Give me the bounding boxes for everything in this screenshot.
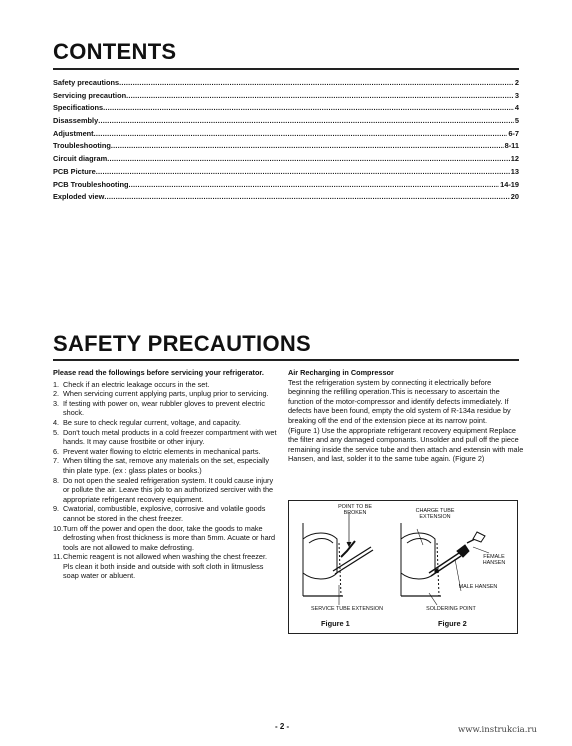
- figure2-drawing: [401, 523, 489, 605]
- safety-item: [53, 428, 279, 447]
- air-recharging-para2: (Figure 1) Use the appropriate refrigerant recovery equipment Replace the filter and any damaged componants. Unsolder and pull off the piece remaining inside the service tube and then attach and extensin with male Hansen, and last, solder it to the same tube again. (Figure 2): [288, 425, 524, 464]
- safety-item: [53, 447, 279, 457]
- watermark: www.instrukcia.ru: [458, 725, 537, 735]
- page-number: - 2 -: [275, 722, 290, 731]
- safety-item: [53, 504, 279, 523]
- safety-item-text: Check if an electric leakage occurs in the set.: [63, 379, 210, 389]
- toc-leader-dots: [98, 115, 514, 128]
- figure2-caption: Figure 2: [438, 619, 467, 628]
- toc-leader-dots: [104, 191, 509, 204]
- safety-left-column: [53, 368, 279, 581]
- toc-title: Servicing precaution: [53, 90, 127, 100]
- label-male-hansen: MALE HANSEN: [458, 584, 498, 590]
- toc-title: Disassembly: [53, 116, 99, 126]
- safety-item-number: 5.: [53, 427, 60, 437]
- toc-leader-dots: [96, 166, 510, 179]
- toc-title: PCB Troubleshooting: [53, 179, 129, 189]
- toc-leader-dots: [126, 90, 514, 103]
- safety-item: [53, 399, 279, 418]
- toc-title: Adjustment: [53, 128, 94, 138]
- safety-item-number: 7.: [53, 456, 60, 466]
- safety-item: [53, 389, 279, 399]
- toc-leader-dots: [107, 153, 510, 166]
- toc-page-number: 2: [514, 78, 519, 87]
- safety-intro: Please read the followings before servicing your refrigerator.: [53, 368, 264, 377]
- label-service-tube-extension: SERVICE TUBE EXTENSION: [311, 606, 383, 612]
- toc-row[interactable]: [53, 77, 519, 90]
- contents-rule: [53, 68, 519, 70]
- figure1-drawing: [303, 513, 373, 605]
- safety-item-text: Do not open the sealed refrigeration system. It could cause injury or pollute the air. Leave this job to an authorized serciver with the appropriate refrigerant recovery equipment.: [63, 475, 274, 504]
- safety-item-text: Prevent water flowing to elctric elements in mechanical parts.: [63, 446, 261, 456]
- safety-item-number: 4.: [53, 417, 60, 427]
- toc-row[interactable]: [53, 90, 519, 103]
- safety-item-number: 6.: [53, 446, 60, 456]
- toc-title: Troubleshooting: [53, 141, 111, 151]
- toc-leader-dots: [111, 140, 504, 153]
- safety-item: [53, 552, 279, 581]
- safety-item-number: 10.: [53, 523, 64, 533]
- toc-page-number: 5: [514, 116, 519, 126]
- air-recharging-para1: Test the refrigeration system by connecting it electrically before beginning the refilling operation.This is necessary to ascertain the function of the motor-compressor and identify defects immediately. If defects have been found, empty the old system of R-134a residue by breaking off the end of the extension piece at its narrow point.: [288, 377, 511, 425]
- toc-title: Exploded view: [53, 192, 105, 202]
- safety-heading: SAFETY PRECAUTIONS: [53, 331, 312, 356]
- air-recharging-column: [288, 368, 524, 464]
- toc-page-number: 14-19: [500, 179, 519, 189]
- toc-leader-dots: [129, 179, 500, 192]
- toc-page-number: 13: [510, 166, 519, 176]
- recharging-illustration: [289, 501, 519, 635]
- label-female-hansen: FEMALE HANSEN: [482, 554, 506, 567]
- label-point-to-be-broken: POINT TO BE BROKEN: [338, 504, 372, 517]
- toc-row[interactable]: [53, 153, 519, 166]
- toc-page-number: 8-11: [504, 141, 519, 151]
- safety-item: [53, 456, 279, 475]
- toc-page-number: 6-7: [508, 128, 519, 138]
- safety-item: [53, 476, 279, 505]
- toc-leader-dots: [119, 77, 514, 90]
- toc-row[interactable]: [53, 102, 519, 115]
- toc-row[interactable]: [53, 128, 519, 141]
- safety-item: [53, 380, 279, 390]
- safety-item-text: When servicing current applying parts, unplug prior to servicing.: [63, 389, 269, 399]
- label-charge-tube-extension: CHARGE TUBE EXTENSION: [415, 508, 455, 521]
- safety-item-text: Turn off the power and open the door, take the goods to make defrosting when frost thickness is more than 5mm. Acuate or hard tools are not allowed to make defrosting.: [63, 523, 276, 552]
- safety-item-number: 11.: [53, 552, 63, 562]
- toc-row[interactable]: [53, 179, 519, 192]
- toc-row[interactable]: [53, 191, 519, 204]
- toc-leader-dots: [94, 128, 508, 141]
- safety-item-number: 8.: [53, 475, 60, 485]
- safety-item-text: If testing with power on, wear rubbler gloves to prevent electric shock.: [63, 398, 265, 418]
- toc-page-number: 12: [510, 154, 519, 164]
- recharging-figures: [288, 500, 518, 634]
- safety-item-text: Cwatorial, combustible, explosive, corrosive and volatile goods cannot be stored in the chest freezer.: [63, 504, 266, 523]
- contents-heading: CONTENTS: [53, 39, 177, 64]
- safety-item-text: Don't touch metal products in a cold freezer compartment with wet hands. It may cause frostbite or other injury.: [63, 427, 277, 447]
- toc-title: Circuit diagram: [53, 154, 108, 164]
- safety-item-text: Be sure to check regular current, voltage, and capacity.: [63, 417, 241, 427]
- safety-item-text: When tilting the sat, remove any materials on the set, especially thin plate type. (ex : glass plates or books.): [63, 456, 270, 475]
- toc-title: Specifications: [53, 103, 104, 113]
- air-recharging-title: Air Recharging in Compressor: [288, 368, 394, 377]
- toc-page-number: 4: [514, 103, 519, 113]
- safety-item-number: 2.: [53, 389, 60, 399]
- safety-item-number: 1.: [53, 379, 60, 389]
- safety-list: [53, 380, 279, 581]
- toc-row[interactable]: [53, 166, 519, 179]
- toc-page-number: 20: [510, 192, 519, 202]
- figure1-caption: Figure 1: [321, 619, 350, 628]
- safety-item: [53, 524, 279, 553]
- label-soldering-point: SOLDERING POINT: [426, 606, 476, 612]
- toc-leader-dots: [103, 102, 514, 115]
- safety-item-number: 9.: [53, 504, 60, 514]
- toc-title: PCB Picture: [53, 166, 96, 176]
- safety-item: [53, 418, 279, 428]
- toc-row[interactable]: [53, 115, 519, 128]
- safety-item-number: 3.: [53, 398, 60, 408]
- toc-page-number: 3: [514, 90, 519, 100]
- safety-item-text: Chemic reagent is not allowed when washing the chest freezer. Pls clean it both inside and outside with soft cloth in litmusless soap water or abluent.: [63, 552, 268, 581]
- toc-title: Safety precautions: [53, 78, 120, 87]
- safety-rule: [53, 359, 519, 361]
- contents-list: [53, 77, 519, 204]
- toc-row[interactable]: [53, 140, 519, 153]
